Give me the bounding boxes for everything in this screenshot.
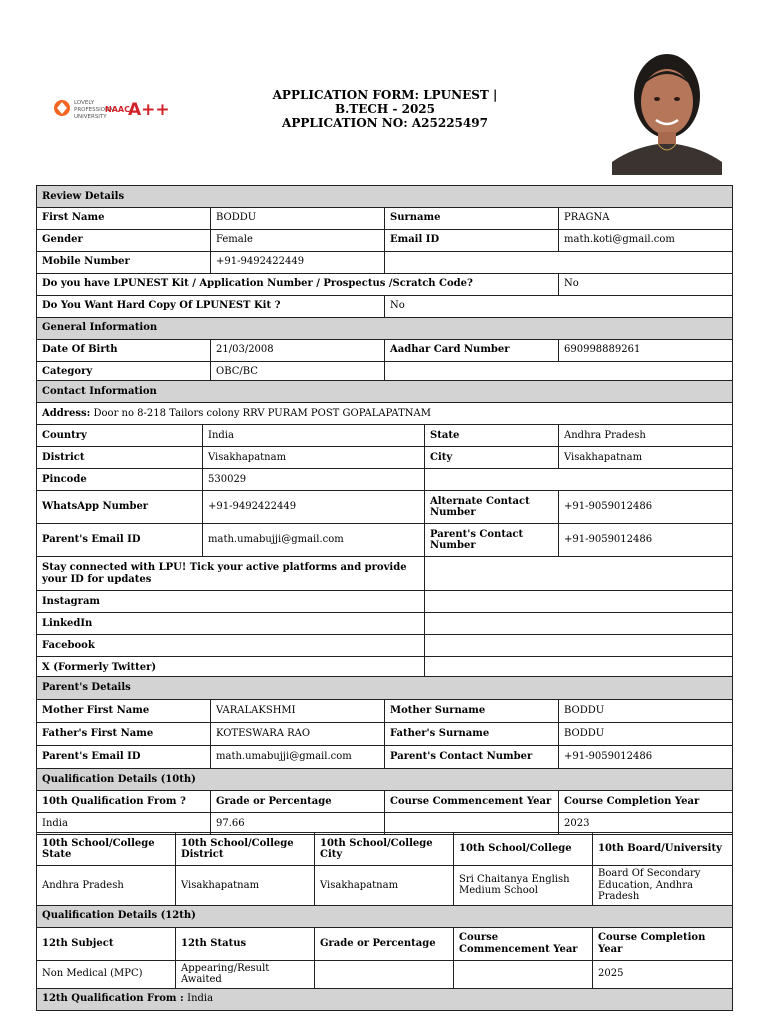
country-value: India	[203, 425, 425, 447]
mother-surname-value: BODDU	[559, 700, 733, 723]
city-value: Visakhapatnam	[559, 447, 733, 469]
instagram-label: Instagram	[37, 591, 425, 613]
empty-cell	[425, 469, 733, 491]
hardcopy-label: Do You Want Hard Copy Of LPUNEST Kit ?	[37, 295, 385, 317]
title-line-2: B.TECH - 2025	[334, 102, 436, 116]
district-label: District	[37, 447, 203, 469]
q10-school-label: 10th School/College	[454, 833, 593, 866]
q12-from-row	[37, 988, 733, 1010]
whatsapp-value: +91-9492422449	[203, 491, 425, 524]
empty-cell	[385, 251, 733, 273]
dob-label: Date Of Birth	[37, 339, 211, 361]
mother-first-value: VARALAKSHMI	[211, 700, 385, 723]
naac-text: NAAC	[105, 105, 130, 114]
linkedin-label: LinkedIn	[37, 613, 425, 635]
contact-table	[36, 380, 733, 679]
q10-school-city-label: 10th School/College City	[315, 833, 454, 866]
gender-label: Gender	[37, 229, 211, 251]
instagram-value	[425, 591, 733, 613]
parent-contact-label: Parent's Contact Number	[425, 524, 559, 557]
section-qualification-10th: Qualification Details (10th)	[37, 769, 733, 791]
address-value: Door no 8-218 Tailors colony RRV PURAM POST GOPALAPATNAM	[93, 407, 431, 419]
title-line-1: APPLICATION FORM: LPUNEST |	[272, 88, 498, 102]
parents-email-label: Parent's Email ID	[37, 746, 211, 769]
kit-question-value: No	[559, 273, 733, 295]
father-surname-label: Father's Surname	[385, 723, 559, 746]
q12-from-value: India	[187, 993, 214, 1005]
city-label: City	[425, 447, 559, 469]
qualification-school-table	[36, 832, 733, 1011]
q10-grade-value: 97.66	[211, 813, 385, 835]
q10-commence-label: Course Commencement Year	[385, 791, 559, 813]
q12-grade-label: Grade or Percentage	[315, 927, 454, 960]
alt-contact-label: Alternate Contact Number	[425, 491, 559, 524]
q12-subject-value: Non Medical (MPC)	[37, 960, 176, 988]
parent-contact-value: +91-9059012486	[559, 524, 733, 557]
section-qualification-12th: Qualification Details (12th)	[37, 905, 733, 927]
linkedin-value	[425, 613, 733, 635]
pincode-value: 530029	[203, 469, 425, 491]
surname-label: Surname	[385, 207, 559, 229]
gender-value: Female	[211, 229, 385, 251]
email-label: Email ID	[385, 229, 559, 251]
parents-table	[36, 676, 733, 835]
section-parents-details: Parent's Details	[37, 677, 733, 700]
logo-text-3: UNIVERSITY	[74, 114, 107, 120]
q12-grade-value	[315, 960, 454, 988]
q12-status-value: Appearing/Result Awaited	[176, 960, 315, 988]
q12-commence-label: Course Commencement Year	[454, 927, 593, 960]
alt-contact-value: +91-9059012486	[559, 491, 733, 524]
facebook-value	[425, 635, 733, 657]
surname-value: PRAGNA	[559, 207, 733, 229]
logo-text-2: PROFESSIONAL	[74, 107, 116, 113]
mother-first-label: Mother First Name	[37, 700, 211, 723]
q12-commence-value	[454, 960, 593, 988]
applicant-photo	[612, 44, 722, 175]
address-label: Address:	[42, 407, 91, 419]
mother-surname-label: Mother Surname	[385, 700, 559, 723]
address-row	[37, 403, 733, 425]
naac-grade: A++	[128, 100, 170, 120]
district-value: Visakhapatnam	[203, 447, 425, 469]
parents-contact-value: +91-9059012486	[559, 746, 733, 769]
pincode-label: Pincode	[37, 469, 203, 491]
mobile-label: Mobile Number	[37, 251, 211, 273]
state-value: Andhra Pradesh	[559, 425, 733, 447]
section-general-information: General Information	[37, 317, 733, 339]
logo-text-1: LOVELY	[74, 100, 95, 106]
q12-status-label: 12th Status	[176, 927, 315, 960]
whatsapp-label: WhatsApp Number	[37, 491, 203, 524]
category-label: Category	[37, 361, 211, 383]
parent-email-label: Parent's Email ID	[37, 524, 203, 557]
kit-question-label: Do you have LPUNEST Kit / Application Number / Prospectus /Scratch Code?	[37, 273, 559, 295]
q10-completion-label: Course Completion Year	[559, 791, 733, 813]
parents-contact-label: Parent's Contact Number	[385, 746, 559, 769]
university-logo	[52, 95, 192, 125]
q10-school-district-value: Visakhapatnam	[176, 866, 315, 906]
q10-school-state-value: Andhra Pradesh	[37, 866, 176, 906]
first-name-label: First Name	[37, 207, 211, 229]
parents-email-value: math.umabujji@gmail.com	[211, 746, 385, 769]
q12-completion-value: 2025	[593, 960, 733, 988]
form-title	[240, 88, 530, 130]
twitter-label: X (Formerly Twitter)	[37, 657, 425, 679]
q12-from-label: 12th Qualification From :	[42, 993, 184, 1005]
hardcopy-value: No	[385, 295, 733, 317]
aadhar-value: 690998889261	[559, 339, 733, 361]
section-review-details: Review Details	[37, 186, 733, 208]
q10-school-value: Sri Chaitanya English Medium School	[454, 866, 593, 906]
aadhar-label: Aadhar Card Number	[385, 339, 559, 361]
q10-from-value: India	[37, 813, 211, 835]
q12-subject-label: 12th Subject	[37, 927, 176, 960]
father-first-value: KOTESWARA RAO	[211, 723, 385, 746]
q10-board-value: Board Of Secondary Education, Andhra Pradesh	[593, 866, 733, 906]
q12-completion-label: Course Completion Year	[593, 927, 733, 960]
form-header	[0, 0, 768, 185]
q10-school-district-label: 10th School/College District	[176, 833, 315, 866]
father-surname-value: BODDU	[559, 723, 733, 746]
first-name-value: BODDU	[211, 207, 385, 229]
category-value: OBC/BC	[211, 361, 385, 383]
section-contact-information: Contact Information	[37, 381, 733, 403]
q10-board-label: 10th Board/University	[593, 833, 733, 866]
review-general-table	[36, 185, 733, 384]
father-first-label: Father's First Name	[37, 723, 211, 746]
title-line-3: APPLICATION NO: A25225497	[282, 116, 488, 130]
dob-value: 21/03/2008	[211, 339, 385, 361]
social-label: Stay connected with LPU! Tick your active platforms and provide your ID for updates	[37, 557, 425, 591]
state-label: State	[425, 425, 559, 447]
q10-completion-value: 2023	[559, 813, 733, 835]
q10-school-city-value: Visakhapatnam	[315, 866, 454, 906]
q10-from-label: 10th Qualification From ?	[37, 791, 211, 813]
country-label: Country	[37, 425, 203, 447]
email-value: math.koti@gmail.com	[559, 229, 733, 251]
social-value	[425, 557, 733, 591]
q10-school-state-label: 10th School/College State	[37, 833, 176, 866]
mobile-value: +91-9492422449	[211, 251, 385, 273]
parent-email-value: math.umabujji@gmail.com	[203, 524, 425, 557]
q10-grade-label: Grade or Percentage	[211, 791, 385, 813]
facebook-label: Facebook	[37, 635, 425, 657]
